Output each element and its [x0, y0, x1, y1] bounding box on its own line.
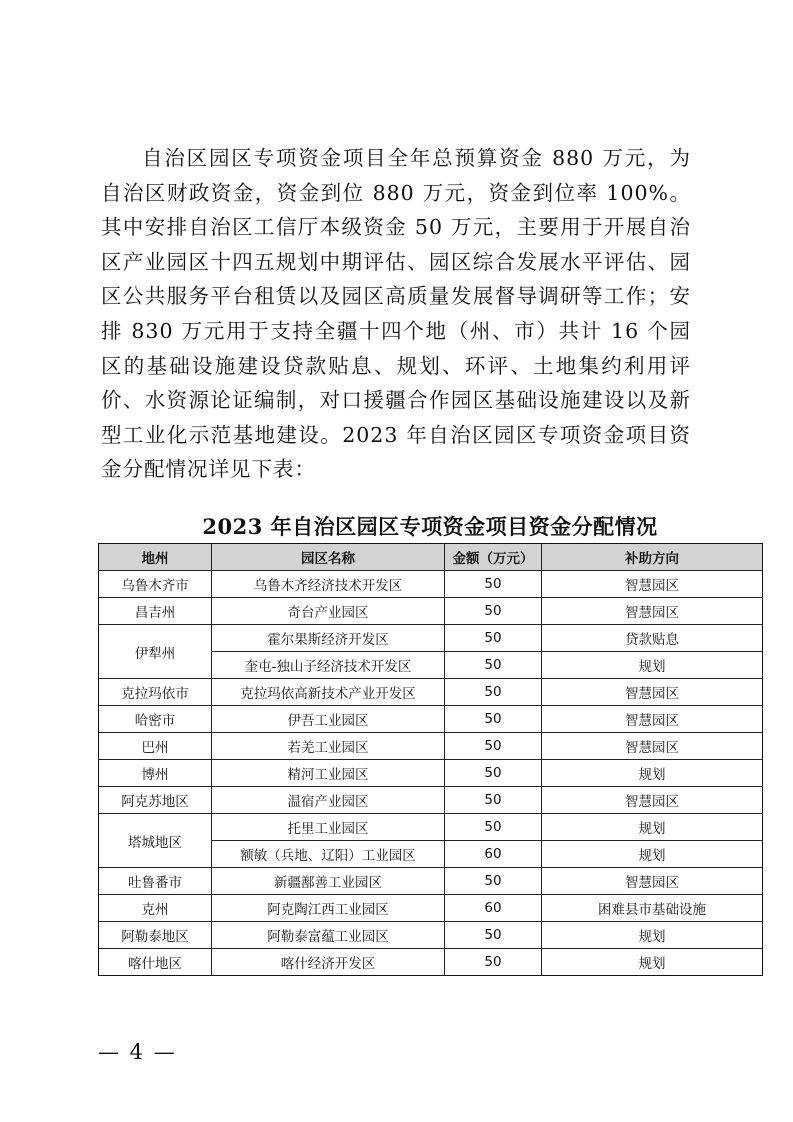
park-cell: 乌鲁木齐经济技术开发区: [212, 571, 445, 598]
amount-cell: 50: [445, 733, 542, 760]
region-cell: 塔城地区: [99, 814, 212, 868]
park-cell: 精河工业园区: [212, 760, 445, 787]
park-cell: 若羌工业园区: [212, 733, 445, 760]
amount-cell: 60: [445, 841, 542, 868]
header-region: 地州: [99, 544, 212, 571]
amount-cell: 50: [445, 868, 542, 895]
header-park-name: 园区名称: [212, 544, 445, 571]
body-paragraph: 自治区园区专项资金项目全年总预算资金 880 万元，为自治区财政资金，资金到位 880 万元，资金到位率 100%。其中安排自治区工信厅本级资金 50 万元，主要用于开展自治区产业园区十四五规划中期评估、园区综合发展水平评估、园区公共服务平台租赁以及园区高质量发展督导调研等工作；安排 830 万元用于支持全疆十四个地（州、市）共计 16 个园区的基础设施建设贷款贴息、规划、环评、土地集约利用评价、水资源论证编制，对口援疆合作园区基础设施建设以及新型工业化示范基地建设。2023 年自治区园区专项资金项目资金分配情况详见下表：: [101, 146, 691, 482]
direction-cell: 智慧园区: [542, 598, 763, 625]
allocation-table: [98, 543, 763, 976]
direction-cell: 规划: [542, 922, 763, 949]
table-row: [99, 814, 763, 841]
header-direction: 补助方向: [542, 544, 763, 571]
region-cell: 伊犁州: [99, 625, 212, 679]
region-cell: 巴州: [99, 733, 212, 760]
region-cell: 喀什地区: [99, 949, 212, 976]
amount-cell: 60: [445, 895, 542, 922]
direction-cell: 智慧园区: [542, 679, 763, 706]
region-cell: 乌鲁木齐市: [99, 571, 212, 598]
direction-cell: 智慧园区: [542, 787, 763, 814]
table-title: 2023 年自治区园区专项资金项目资金分配情况: [202, 514, 658, 539]
direction-cell: 智慧园区: [542, 706, 763, 733]
region-cell: 克拉玛依市: [99, 679, 212, 706]
amount-cell: 50: [445, 760, 542, 787]
park-cell: 托里工业园区: [212, 814, 445, 841]
park-cell: 温宿产业园区: [212, 787, 445, 814]
amount-cell: 50: [445, 922, 542, 949]
amount-cell: 50: [445, 652, 542, 679]
region-cell: 阿勒泰地区: [99, 922, 212, 949]
region-cell: 克州: [99, 895, 212, 922]
park-cell: 奎屯-独山子经济技术开发区: [212, 652, 445, 679]
park-cell: 奇台产业园区: [212, 598, 445, 625]
table-row: [99, 949, 763, 976]
amount-cell: 50: [445, 679, 542, 706]
table-row: [99, 787, 763, 814]
direction-cell: 智慧园区: [542, 868, 763, 895]
amount-cell: 50: [445, 814, 542, 841]
table-row: [99, 571, 763, 598]
direction-cell: 智慧园区: [542, 733, 763, 760]
table-row: [99, 760, 763, 787]
table-row: [99, 625, 763, 652]
direction-cell: 困难县市基础设施: [542, 895, 763, 922]
amount-cell: 50: [445, 625, 542, 652]
park-cell: 新疆鄯善工业园区: [212, 868, 445, 895]
region-cell: 吐鲁番市: [99, 868, 212, 895]
table-row: [99, 733, 763, 760]
table-row: [99, 679, 763, 706]
park-cell: 霍尔果斯经济开发区: [212, 625, 445, 652]
direction-cell: 规划: [542, 949, 763, 976]
header-amount: 金额（万元）: [445, 544, 542, 571]
direction-cell: 规划: [542, 652, 763, 679]
direction-cell: 规划: [542, 841, 763, 868]
direction-cell: 智慧园区: [542, 571, 763, 598]
amount-cell: 50: [445, 598, 542, 625]
region-cell: 阿克苏地区: [99, 787, 212, 814]
amount-cell: 50: [445, 571, 542, 598]
region-cell: 昌吉州: [99, 598, 212, 625]
table-row: [99, 895, 763, 922]
direction-cell: 贷款贴息: [542, 625, 763, 652]
page-number: — 4 —: [98, 1040, 177, 1064]
park-cell: 伊吾工业园区: [212, 706, 445, 733]
amount-cell: 50: [445, 949, 542, 976]
table-row: [99, 706, 763, 733]
park-cell: 额敏（兵地、辽阳）工业园区: [212, 841, 445, 868]
region-cell: 博州: [99, 760, 212, 787]
amount-cell: 50: [445, 787, 542, 814]
park-cell: 阿勒泰富蕴工业园区: [212, 922, 445, 949]
direction-cell: 规划: [542, 814, 763, 841]
table-row: [99, 922, 763, 949]
amount-cell: 50: [445, 706, 542, 733]
region-cell: 哈密市: [99, 706, 212, 733]
park-cell: 喀什经济开发区: [212, 949, 445, 976]
table-row: [99, 598, 763, 625]
table-header-row: [99, 544, 763, 571]
direction-cell: 规划: [542, 760, 763, 787]
table-row: [99, 868, 763, 895]
park-cell: 克拉玛依高新技术产业开发区: [212, 679, 445, 706]
park-cell: 阿克陶江西工业园区: [212, 895, 445, 922]
